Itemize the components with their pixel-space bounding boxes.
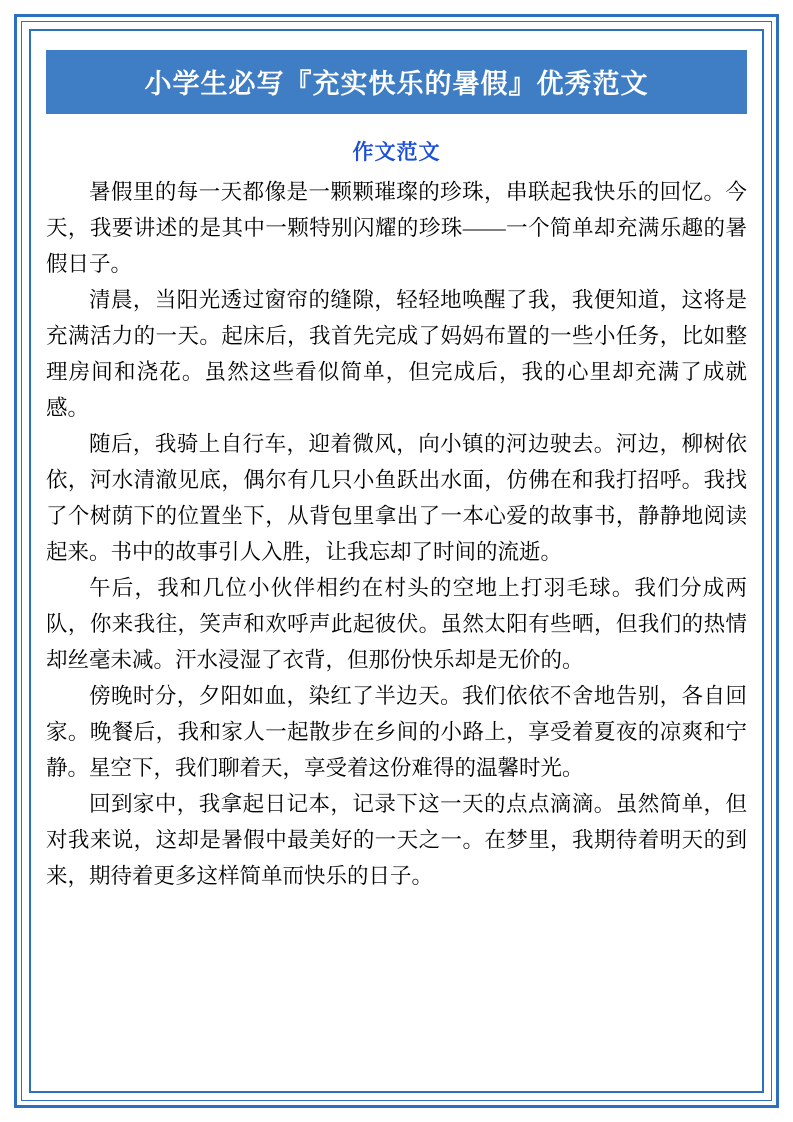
paragraph: 回到家中，我拿起日记本，记录下这一天的点点滴滴。虽然简单，但对我来说，这却是暑假中最美好的一天之一。在梦里，我期待着明天的到来，期待着更多这样简单而快乐的日子。 [46, 792, 747, 888]
paragraph: 清晨，当阳光透过窗帘的缝隙，轻轻地唤醒了我，我便知道，这将是充满活力的一天。起床后，我首先完成了妈妈布置的一些小任务，比如整理房间和浇花。虽然这些看似简单，但完成后，我的心里却充满了成就感。 [46, 288, 747, 420]
paragraph: 暑假里的每一天都像是一颗颗璀璨的珍珠，串联起我快乐的回忆。今天，我要讲述的是其中一颗特别闪耀的珍珠——一个简单却充满乐趣的暑假日子。 [46, 180, 747, 276]
paragraph: 傍晚时分，夕阳如血，染红了半边天。我们依依不舍地告别，各自回家。晚餐后，我和家人一起散步在乡间的小路上，享受着夏夜的凉爽和宁静。星空下，我们聊着天，享受着这份难得的温馨时光。 [46, 684, 747, 780]
paragraph: 午后，我和几位小伙伴相约在村头的空地上打羽毛球。我们分成两队，你来我往，笑声和欢呼声此起彼伏。虽然太阳有些晒，但我们的热情却丝毫未减。汗水浸湿了衣背，但那份快乐却是无价的。 [46, 576, 747, 672]
essay-body [46, 174, 747, 894]
page-title: 小学生必写『充实快乐的暑假』优秀范文 [46, 50, 747, 114]
section-subtitle: 作文范文 [352, 140, 441, 164]
document-content [46, 50, 747, 1076]
paragraph: 随后，我骑上自行车，迎着微风，向小镇的河边驶去。河边，柳树依依，河水清澈见底，偶尔有几只小鱼跃出水面，仿佛在和我打招呼。我找了个树荫下的位置坐下，从背包里拿出了一本心爱的故事书，静静地阅读起来。书中的故事引人入胜，让我忘却了时间的流逝。 [46, 432, 747, 564]
